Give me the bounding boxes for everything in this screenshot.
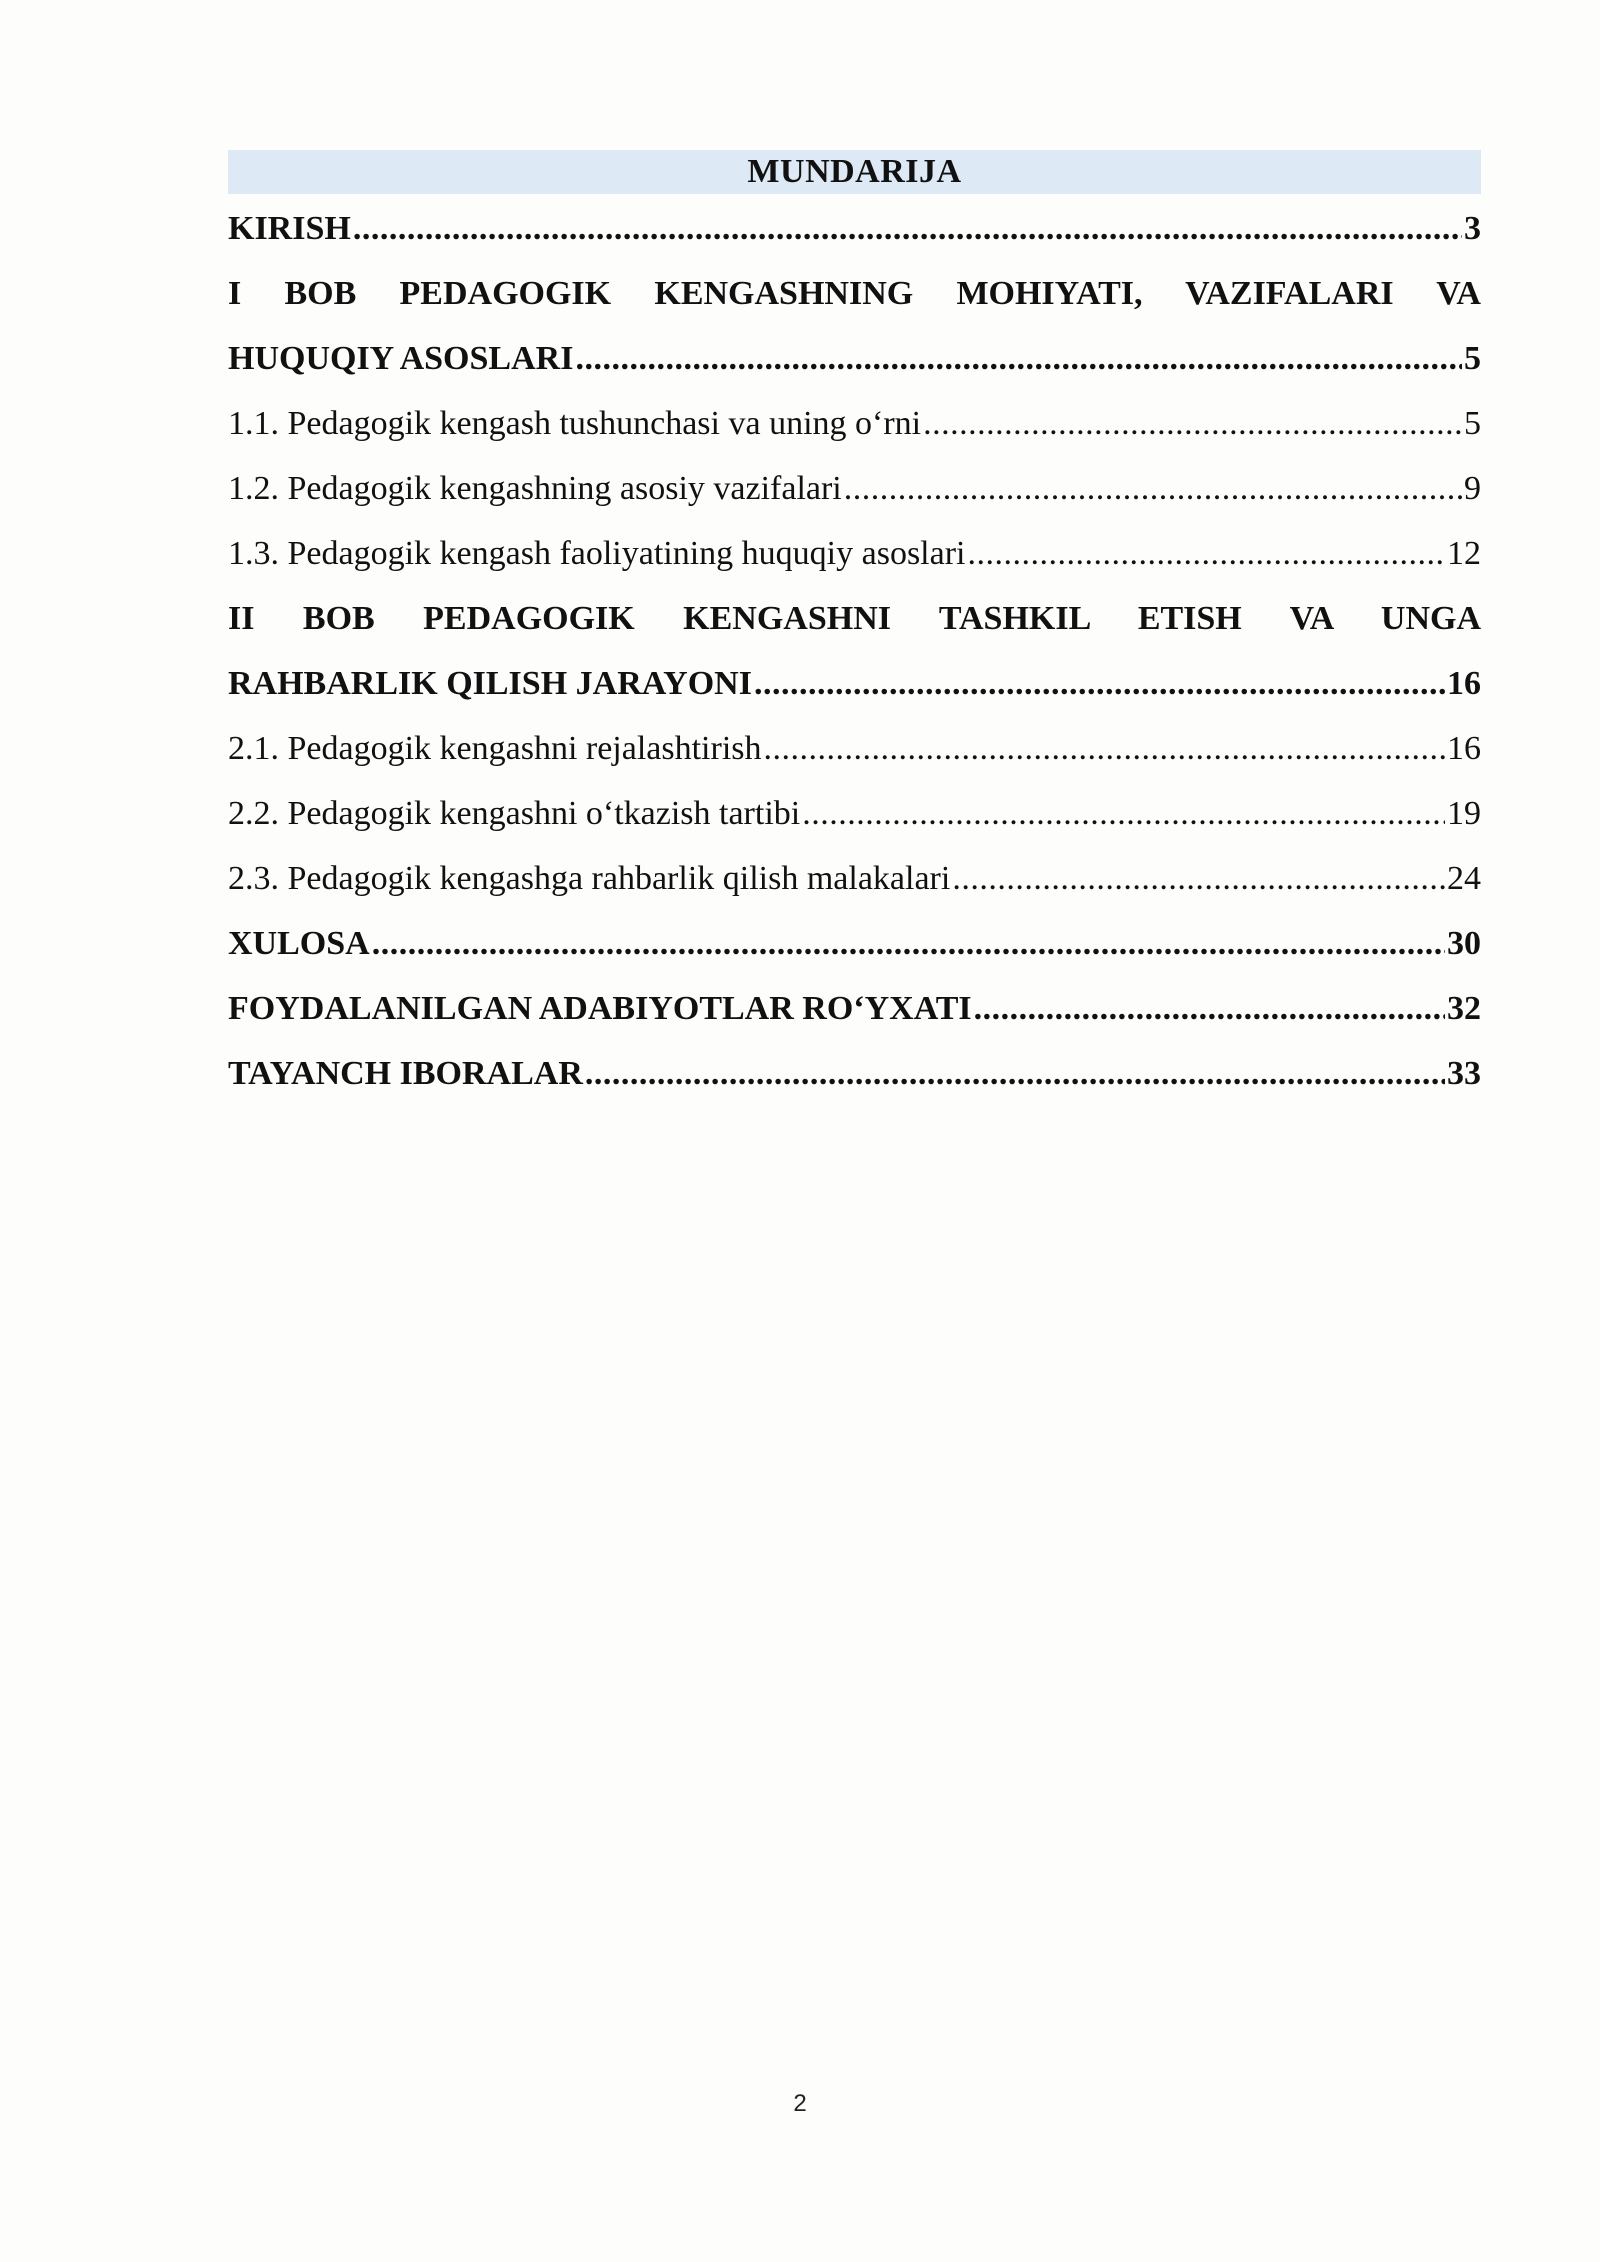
toc-entry-2-2[interactable] bbox=[228, 781, 1481, 846]
toc-entry-label: 1.3. Pedagogik kengash faoliyatining huquqiy asoslari bbox=[228, 535, 966, 572]
leader-dots bbox=[764, 716, 1445, 781]
toc-entry-label: XULOSA bbox=[228, 925, 370, 962]
leader-dots bbox=[372, 911, 1445, 976]
leader-dots bbox=[974, 976, 1445, 1041]
toc-entry-kirish[interactable] bbox=[228, 196, 1481, 261]
toc-entry-1-2[interactable] bbox=[228, 456, 1481, 521]
toc-entry-page: 3 bbox=[1464, 210, 1481, 247]
toc-entry-references[interactable] bbox=[228, 976, 1481, 1041]
toc-entry-label: HUQUQIY ASOSLARI bbox=[228, 340, 574, 377]
toc-entry-key-terms[interactable] bbox=[228, 1041, 1481, 1106]
toc-entry-page: 33 bbox=[1447, 1055, 1481, 1092]
toc-entry-page: 32 bbox=[1447, 990, 1481, 1027]
toc-entry-page: 12 bbox=[1447, 535, 1481, 572]
toc-entry-chapter1-line1[interactable]: I BOB PEDAGOGIK KENGASHNING MOHIYATI, VAZIFALARI VA bbox=[228, 275, 1481, 312]
toc-entry-label: 1.1. Pedagogik kengash tushunchasi va uning o‘rni bbox=[228, 405, 922, 442]
toc-entry-xulosa[interactable] bbox=[228, 911, 1481, 976]
toc-entry-page: 24 bbox=[1447, 860, 1481, 897]
table-of-contents bbox=[228, 150, 1481, 1106]
leader-dots bbox=[585, 1041, 1445, 1106]
leader-dots bbox=[802, 781, 1445, 846]
toc-entry-label: RAHBARLIK QILISH JARAYONI bbox=[228, 665, 752, 702]
leader-dots bbox=[575, 326, 1462, 391]
toc-entry-page: 19 bbox=[1447, 795, 1481, 832]
toc-entry-page: 16 bbox=[1447, 730, 1481, 767]
toc-title: MUNDARIJA bbox=[228, 150, 1481, 194]
leader-dots bbox=[844, 456, 1462, 521]
toc-entry-1-3[interactable] bbox=[228, 521, 1481, 586]
toc-entry-chapter2[interactable] bbox=[228, 651, 1481, 716]
toc-entry-label: 2.2. Pedagogik kengashni o‘tkazish tartibi bbox=[228, 795, 801, 832]
toc-entry-page: 5 bbox=[1464, 340, 1481, 377]
page-number: 2 bbox=[793, 2090, 807, 2117]
toc-entry-page: 30 bbox=[1447, 925, 1481, 962]
toc-entry-page: 9 bbox=[1464, 470, 1481, 507]
toc-entry-label: 2.1. Pedagogik kengashni rejalashtirish bbox=[228, 730, 762, 767]
toc-entry-label: KIRISH bbox=[228, 210, 351, 247]
leader-dots bbox=[952, 846, 1445, 911]
toc-entry-label: TAYANCH IBORALAR bbox=[228, 1055, 583, 1092]
leader-dots bbox=[353, 196, 1462, 261]
leader-dots bbox=[968, 521, 1446, 586]
toc-entry-page: 5 bbox=[1464, 405, 1481, 442]
toc-entry-label: 1.2. Pedagogik kengashning asosiy vazifalari bbox=[228, 470, 842, 507]
toc-entry-chapter2-line1[interactable]: II BOB PEDAGOGIK KENGASHNI TASHKIL ETISH VA UNGA bbox=[228, 600, 1481, 637]
toc-entry-label: 2.3. Pedagogik kengashga rahbarlik qilish malakalari bbox=[228, 860, 951, 897]
toc-entry-page: 16 bbox=[1447, 665, 1481, 702]
leader-dots bbox=[754, 651, 1445, 716]
toc-entry-chapter1[interactable] bbox=[228, 326, 1481, 391]
toc-entry-1-1[interactable] bbox=[228, 391, 1481, 456]
leader-dots bbox=[923, 391, 1462, 456]
toc-entry-label: FOYDALANILGAN ADABIYOTLAR RO‘YXATI bbox=[228, 990, 972, 1027]
toc-entry-2-3[interactable] bbox=[228, 846, 1481, 911]
toc-entry-2-1[interactable] bbox=[228, 716, 1481, 781]
